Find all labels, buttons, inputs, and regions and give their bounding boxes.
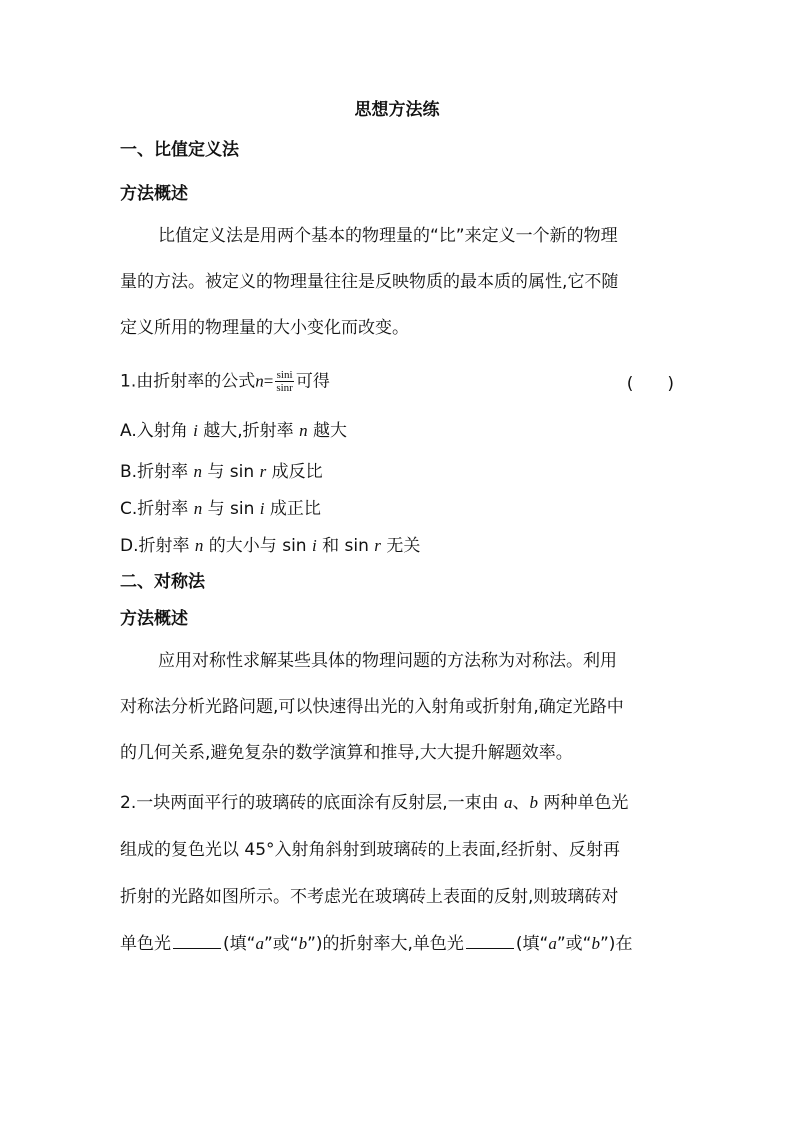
q2-l1-text-3: 两种单色光	[538, 793, 629, 813]
option-c	[120, 499, 321, 519]
question-2-line-3: 折射的光路如图所示。不考虑光在玻璃砖上表面的反射,则玻璃砖对	[120, 887, 619, 907]
option-a-text-1: A.入射角	[120, 421, 194, 441]
option-a-var-n: n	[299, 421, 308, 440]
option-a-var-i: i	[193, 421, 198, 440]
option-d-text-4: 无关	[380, 536, 421, 556]
section-heading-1: 一、比值定义法	[120, 140, 239, 160]
question-1-stem	[120, 369, 330, 394]
q2-l4-text-1: 单色光	[120, 934, 171, 954]
option-c-var-n: n	[193, 499, 203, 518]
paragraph-1-line-2: 量的方法。被定义的物理量往往是反映物质的最本质的属性,它不随	[120, 272, 619, 292]
option-c-var-i: i	[259, 499, 265, 518]
option-a-text-3: 越大	[307, 421, 347, 441]
method-label-1: 方法概述	[120, 184, 188, 204]
q2-l4-text-2: (填“	[223, 934, 256, 954]
question-2-line-1	[120, 793, 628, 813]
q2-l4-var-b-1: b	[298, 934, 308, 953]
option-d	[120, 536, 420, 556]
q2-var-a: a	[504, 793, 513, 812]
q2-l4-text-7: ”)在	[600, 934, 633, 954]
q2-l4-var-b-2: b	[591, 934, 600, 953]
page-title: 思想方法练	[354, 100, 440, 120]
option-a	[120, 421, 347, 441]
q2-l1-text-2: 、	[512, 793, 530, 813]
q1-equals: =	[263, 371, 274, 391]
question-2-line-4	[120, 934, 632, 954]
option-b-var-n: n	[193, 462, 202, 481]
paragraph-2-line-1: 应用对称性求解某些具体的物理问题的方法称为对称法。利用	[158, 651, 617, 671]
option-b-var-r: r	[259, 462, 267, 481]
method-label-2: 方法概述	[120, 609, 188, 629]
q2-l1-text-1: 2.一块两面平行的玻璃砖的底面涂有反射层,一束由	[120, 793, 505, 813]
q2-l4-text-4: ”)的折射率大,单色光	[307, 934, 464, 954]
question-2-line-2: 组成的复色光以 45°入射角斜射到玻璃砖的上表面,经折射、反射再	[120, 840, 620, 860]
option-b	[120, 462, 323, 482]
paragraph-2-line-3: 的几何关系,避免复杂的数学演算和推导,大大提升解题效率。	[120, 743, 573, 763]
q1-prefix: 1.由折射率的公式	[120, 371, 256, 392]
option-b-text-2: 与 sin	[201, 462, 260, 482]
q1-fraction-numerator: sini	[276, 369, 293, 381]
option-a-text-2: 越大,折射率	[197, 421, 300, 441]
paragraph-1-line-3: 定义所用的物理量的大小变化而改变。	[120, 318, 409, 338]
paragraph-1-line-1: 比值定义法是用两个基本的物理量的“比”来定义一个新的物理	[158, 226, 618, 246]
q1-var-n: n	[255, 371, 264, 391]
option-d-var-n: n	[194, 536, 204, 555]
option-b-text-3: 成反比	[266, 462, 323, 482]
q1-fraction	[275, 369, 294, 394]
q1-fraction-denominator: sinr	[276, 382, 293, 394]
q2-l4-var-a-2: a	[548, 934, 557, 953]
option-b-text-1: B.折射率	[120, 462, 194, 482]
q2-l4-var-a-1: a	[255, 934, 264, 953]
q2-var-b: b	[529, 793, 539, 812]
option-d-var-r: r	[374, 536, 381, 555]
q1-suffix: 可得	[295, 371, 330, 392]
q2-l4-text-6: ”或“	[556, 934, 592, 954]
answer-blank-1[interactable]	[173, 934, 221, 949]
option-d-var-i: i	[311, 536, 317, 555]
option-d-text-3: 和 sin	[316, 536, 375, 556]
paragraph-2-line-2: 对称法分析光路问题,可以快速得出光的入射角或折射角,确定光路中	[120, 697, 624, 717]
section-heading-2: 二、对称法	[120, 572, 205, 592]
q2-l4-text-5: (填“	[515, 934, 549, 954]
option-c-text-2: 与 sin	[202, 499, 260, 519]
q2-l4-text-3: ”或“	[263, 934, 299, 954]
answer-blank-2[interactable]	[466, 934, 514, 949]
option-c-text-1: C.折射率	[120, 499, 194, 519]
option-d-text-2: 的大小与 sin	[203, 536, 312, 556]
answer-parentheses: ( )	[626, 374, 674, 394]
option-c-text-3: 成正比	[264, 499, 321, 519]
option-d-text-1: D.折射率	[120, 536, 195, 556]
